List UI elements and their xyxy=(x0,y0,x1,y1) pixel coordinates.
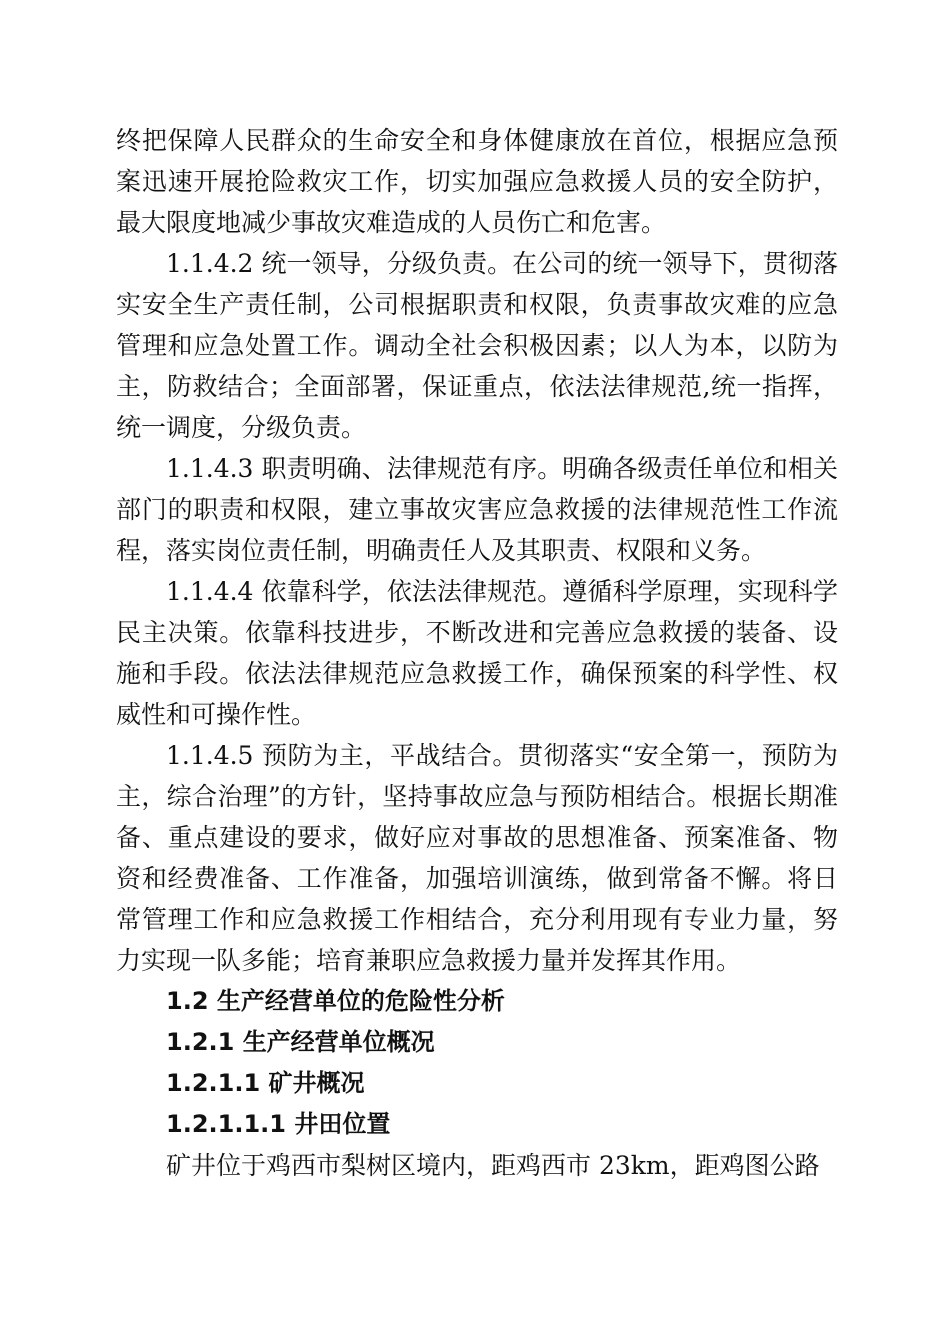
paragraph-1-1-4-4: 1.1.4.4 依靠科学，依法法律规范。遵循科学原理，实现科学民主决策。依靠科技进步，不断改进和完善应急救援的装备、设施和手段。依法法律规范应急救援工作，确保预案的科学性、权威性和可操作性。 xyxy=(116,577,838,729)
paragraph-1-1-4-5: 1.1.4.5 预防为主，平战结合。贯彻落实“安全第一，预防为主，综合治理”的方针，坚持事故应急与预防相结合。根据长期准备、重点建设的要求，做好应对事故的思想准备、预案准备、物资和经费准备、工作准备，加强培训演练，做到常备不懈。将日常管理工作和应急救援工作相结合，充分利用现有专业力量，努力实现一队多能；培育兼职应急救援力量并发挥其作用。 xyxy=(116,741,838,975)
paragraph-1-1-4-3: 1.1.4.3 职责明确、法律规范有序。明确各级责任单位和相关部门的职责和权限，建立事故灾害应急救援的法律规范性工作流程，落实岗位责任制，明确责任人及其职责、权限和义务。 xyxy=(116,454,838,565)
paragraph-continuation: 终把保障人民群众的生命安全和身体健康放在首位，根据应急预案迅速开展抢险救灾工作，切实加强应急救援人员的安全防护，最大限度地减少事故灾难造成的人员伤亡和危害。 xyxy=(116,126,838,237)
heading-1-2: 1.2 生产经营单位的危险性分析 xyxy=(166,987,505,1015)
paragraph-1-1-4-2: 1.1.4.2 统一领导，分级负责。在公司的统一领导下，贯彻落实安全生产责任制，公司根据职责和权限，负责事故灾难的应急管理和应急处置工作。调动全社会积极因素；以人为本，以防为主，防救结合；全面部署，保证重点，依法法律规范,统一指挥，统一调度，分级负责。 xyxy=(116,249,838,442)
paragraph-mine-location: 矿井位于鸡西市梨树区境内，距鸡西市 23km，距鸡图公路 xyxy=(166,1151,820,1180)
heading-1-2-1: 1.2.1 生产经营单位概况 xyxy=(166,1028,435,1056)
heading-1-2-1-1-1: 1.2.1.1.1 井田位置 xyxy=(166,1110,391,1138)
document-body xyxy=(116,120,838,1186)
heading-1-2-1-1: 1.2.1.1 矿井概况 xyxy=(166,1069,365,1097)
